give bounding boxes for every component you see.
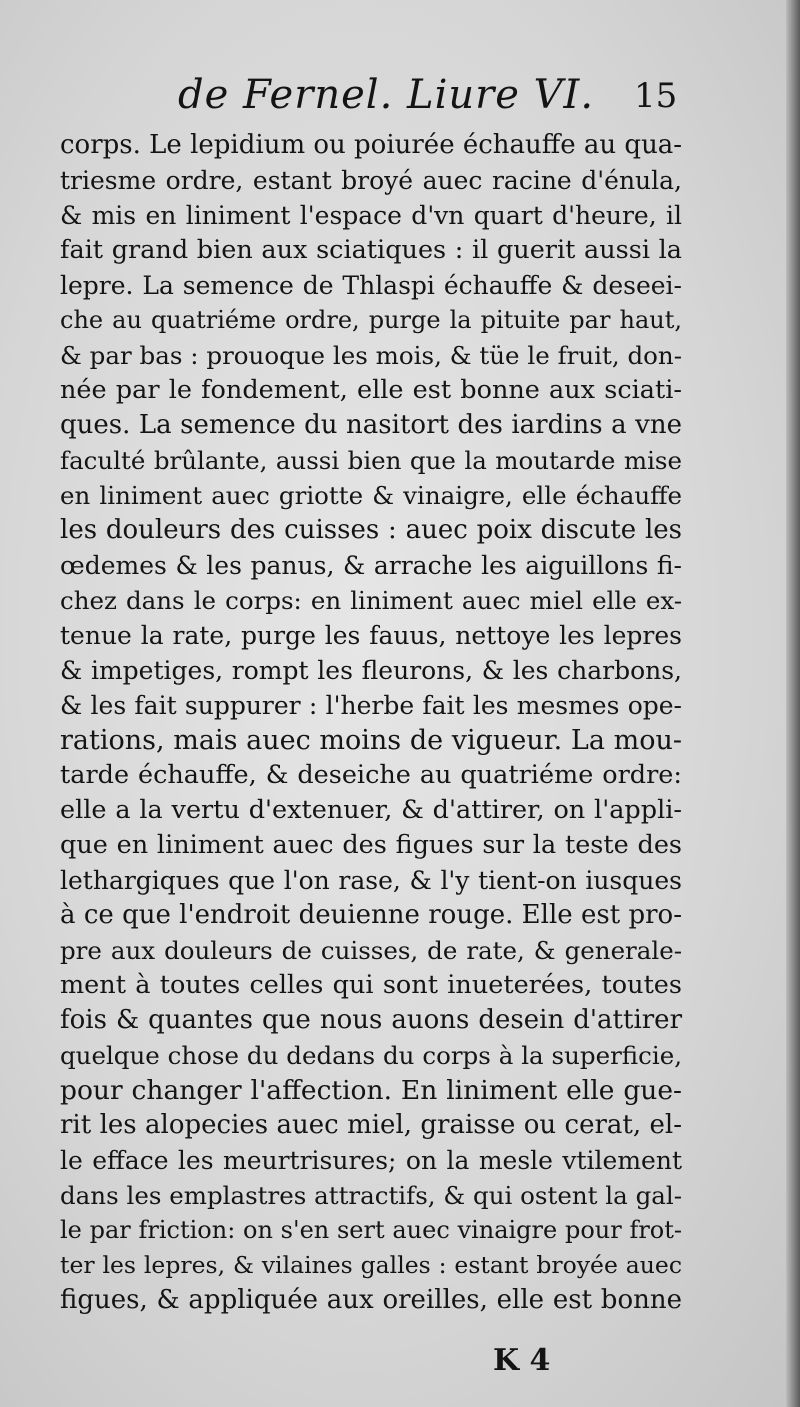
text-line: triesme ordre, estant broyé auec racine d'énula, bbox=[60, 166, 682, 195]
text-line: rit les alopecies auec miel, graisse ou cerat, el- bbox=[60, 1110, 682, 1140]
text-line: & impetiges, rompt les fleurons, & les charbons, bbox=[60, 656, 682, 685]
text-line: corps. Le lepidium ou poiurée échauffe au qua- bbox=[60, 130, 683, 160]
text-line: tenue la rate, purge les fauus, nettoye les lepres bbox=[60, 621, 682, 650]
text-line: fois & quantes que nous auons desein d'attirer bbox=[60, 1005, 682, 1035]
text-line: chez dans le corps: en liniment auec miel elle ex- bbox=[60, 586, 682, 615]
running-title: de Fernel. Liure VI. bbox=[178, 72, 595, 118]
text-line: & les fait suppurer : l'herbe fait les mesmes ope- bbox=[60, 691, 682, 720]
text-line: née par le fondement, elle est bonne aux sciati- bbox=[60, 375, 682, 405]
text-line: tarde échauffe, & deseiche au quatriéme ordre: bbox=[60, 760, 682, 790]
text-line: & mis en liniment l'espace d'vn quart d'heure, il bbox=[60, 201, 682, 230]
text-line: le efface les meurtrisures; on la mesle vtilement bbox=[60, 1146, 682, 1175]
text-line: faculté brûlante, aussi bien que la moutarde mise bbox=[60, 446, 682, 475]
text-line: ter les lepres, & vilaines galles : estant broyée auec bbox=[60, 1251, 682, 1279]
text-line: figues, & appliquée aux oreilles, elle est bonne bbox=[60, 1285, 682, 1315]
text-line: pre aux douleurs de cuisses, de rate, & generale- bbox=[60, 936, 682, 965]
text-line: en liniment auec griotte & vinaigre, elle échauffe bbox=[60, 481, 682, 510]
text-line: elle a la vertu d'extenuer, & d'attirer, on l'appli- bbox=[60, 795, 682, 825]
body-text bbox=[60, 128, 682, 1318]
text-line: le par friction: on s'en sert auec vinaigre pour frot- bbox=[60, 1216, 682, 1244]
text-line: dans les emplastres attractifs, & qui ostent la gal- bbox=[60, 1181, 682, 1210]
text-line: ques. La semence du nasitort des iardins a vne bbox=[60, 410, 682, 440]
text-line: pour changer l'affection. En liniment elle gue- bbox=[60, 1075, 682, 1106]
text-line: ment à toutes celles qui sont inueterées, toutes bbox=[60, 970, 682, 1000]
text-line: fait grand bien aux sciatiques : il guerit aussi la bbox=[60, 235, 682, 265]
text-line: quelque chose du dedans du corps à la superficie, bbox=[60, 1041, 682, 1070]
text-line: les douleurs des cuisses : auec poix discute les bbox=[60, 515, 682, 545]
text-line: che au quatriéme ordre, purge la pituite par haut, bbox=[60, 306, 682, 334]
page-gutter-shadow bbox=[786, 0, 800, 1407]
page-header bbox=[0, 72, 800, 132]
text-line: à ce que l'endroit deuienne rouge. Elle est pro- bbox=[60, 900, 682, 930]
page-number: 15 bbox=[634, 76, 678, 116]
text-line: lethargiques que l'on rase, & l'y tient-on iusques bbox=[60, 866, 682, 895]
text-line: lepre. La semence de Thlaspi échauffe & deseei- bbox=[60, 271, 682, 300]
text-line: rations, mais auec moins de vigueur. La mou- bbox=[60, 725, 682, 756]
text-line: que en liniment auec des figues sur la teste des bbox=[60, 830, 682, 860]
text-line: & par bas : prouoque les mois, & tüe le fruit, don- bbox=[60, 341, 682, 370]
signature-mark: K 4 bbox=[493, 1343, 551, 1378]
text-line: œdemes & les panus, & arrache les aiguillons fi- bbox=[60, 551, 682, 580]
